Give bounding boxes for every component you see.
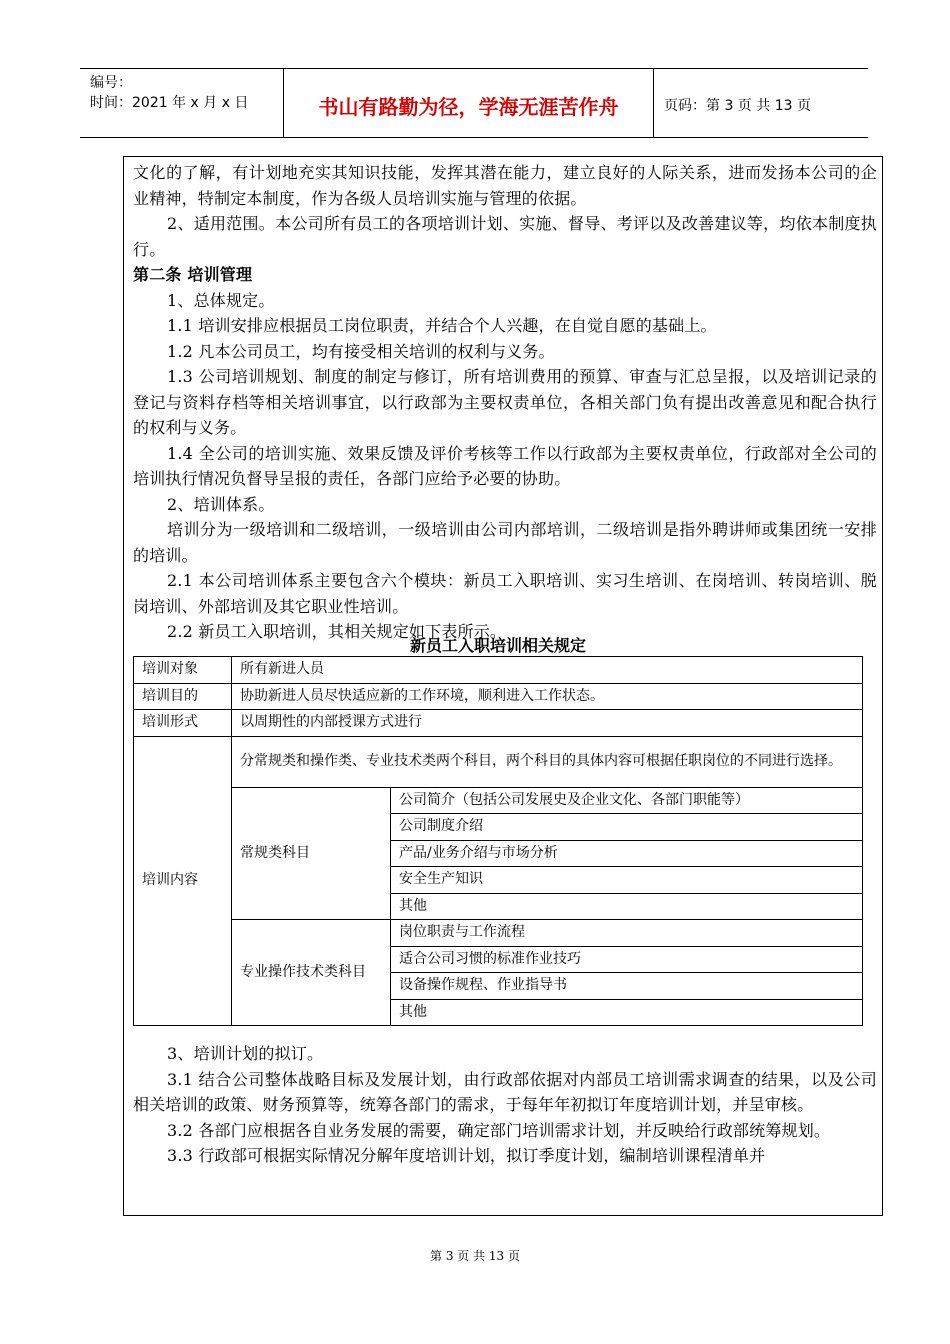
table-cell: 所有新进人员: [232, 657, 863, 684]
table-cell: 公司制度介绍: [391, 814, 863, 841]
document-body-bottom: [133, 1041, 877, 1169]
paragraph: 2.2 新员工入职培训，其相关规定如下表所示。: [167, 622, 507, 641]
table-cell: 安全生产知识: [391, 867, 863, 894]
paragraph: 2、适用范围。本公司所有员工的各项培训计划、实施、督导、考评以及改善建议等，均依本制度执行。: [133, 214, 877, 259]
header-page-label: 页码：第 3 页 共 13 页: [664, 98, 811, 114]
paragraph: 3.1 结合公司整体战略目标及发展计划，由行政部依据对内部员工培训需求调查的结果，以及公司相关培训的政策、财务预算等，统筹各部门的需求，于每年年初拟订年度培训计划，并呈审核。: [133, 1069, 877, 1114]
paragraph: 1.4 全公司的培训实施、效果反馈及评价考核等工作以行政部为主要权责单位，行政部对全公司的培训执行情况负督导呈报的责任，各部门应给予必要的协助。: [133, 443, 877, 488]
table-cell: 产品/业务介绍与市场分析: [391, 840, 863, 867]
section-heading: 第二条 培训管理: [133, 265, 253, 284]
table-row: [134, 736, 863, 787]
number-label: 编号：: [90, 75, 132, 91]
header-motto: 书山有路勤为径，学海无涯苦作舟: [318, 95, 619, 119]
table-cell: 适合公司习惯的标准作业技巧: [391, 946, 863, 973]
page-footer: 第 3 页 共 13 页: [430, 1249, 520, 1263]
paragraph: 1.3 公司培训规划、制度的制定与修订，所有培训费用的预算、审查与汇总呈报，以及培训记录的登记与资料存档等相关培训事宜，以行政部为主要权责单位，各相关部门负有提出改善意见和配合执行的权利与义务。: [133, 367, 877, 437]
page-header: [80, 68, 868, 138]
paragraph: 3、培训计划的拟订。: [167, 1044, 324, 1063]
table-cell: 协助新进人员尽快适应新的工作环境，顺利进入工作状态。: [232, 683, 863, 710]
paragraph: 3.3 行政部可根据实际情况分解年度培训计划，拟订季度计划，编制培训课程清单并: [167, 1146, 766, 1165]
table-cell: 其他: [391, 893, 863, 920]
document-body-top: [133, 160, 877, 645]
training-rules-table: [133, 656, 863, 1026]
table-cell: 设备操作规程、作业指导书: [391, 973, 863, 1000]
table-cell: 分常规类和操作类、专业技术类两个科目，两个科目的具体内容可根据任职岗位的不同进行选择。: [232, 736, 863, 787]
table-row: [134, 683, 863, 710]
date-label: 时间：2021 年 x 月 x 日: [90, 95, 249, 111]
table-cell: 岗位职责与工作流程: [391, 920, 863, 947]
paragraph: 文化的了解，有计划地充实其知识技能，发挥其潜在能力，建立良好的人际关系，进而发扬本公司的企业精神，特制定本制度，作为各级人员培训实施与管理的依据。: [133, 163, 877, 208]
header-meta: [90, 73, 248, 113]
table-cell: 培训目的: [134, 683, 232, 710]
paragraph: 3.2 各部门应根据各自业务发展的需要，确定部门培训需求计划，并反映给行政部统筹规划。: [167, 1120, 831, 1140]
table-cell: 培训内容: [134, 736, 232, 1026]
paragraph: 1、总体规定。: [167, 290, 275, 310]
table-cell: 以周期性的内部授课方式进行: [232, 710, 863, 737]
table-row: [134, 657, 863, 684]
table-row: [134, 710, 863, 737]
table-row: [134, 787, 863, 814]
paragraph: 1.2 凡本公司员工，均有接受相关培训的权利与义务。: [167, 341, 555, 361]
table-cell: 培训对象: [134, 657, 232, 684]
table-cell: 公司简介（包括公司发展史及企业文化、各部门职能等）: [391, 787, 863, 814]
paragraph: 培训分为一级培训和二级培训，一级培训由公司内部培训，二级培训是指外聘讲师或集团统一安排的培训。: [133, 520, 877, 565]
header-divider: [653, 69, 654, 137]
table-title: 新员工入职培训相关规定: [409, 636, 586, 655]
paragraph: 2、培训体系。: [167, 494, 275, 514]
table-row: [134, 920, 863, 947]
table-cell: 培训形式: [134, 710, 232, 737]
paragraph: 2.1 本公司培训体系主要包含六个模块：新员工入职培训、实习生培训、在岗培训、转岗培训、脱岗培训、外部培训及其它职业性培训。: [133, 571, 877, 616]
table-cell: 常规类科目: [232, 787, 391, 920]
table-cell: 其他: [391, 999, 863, 1026]
paragraph: 1.1 培训安排应根据员工岗位职责，并结合个人兴趣，在自觉自愿的基础上。: [167, 316, 717, 335]
table-cell: 专业操作技术类科目: [232, 920, 391, 1026]
